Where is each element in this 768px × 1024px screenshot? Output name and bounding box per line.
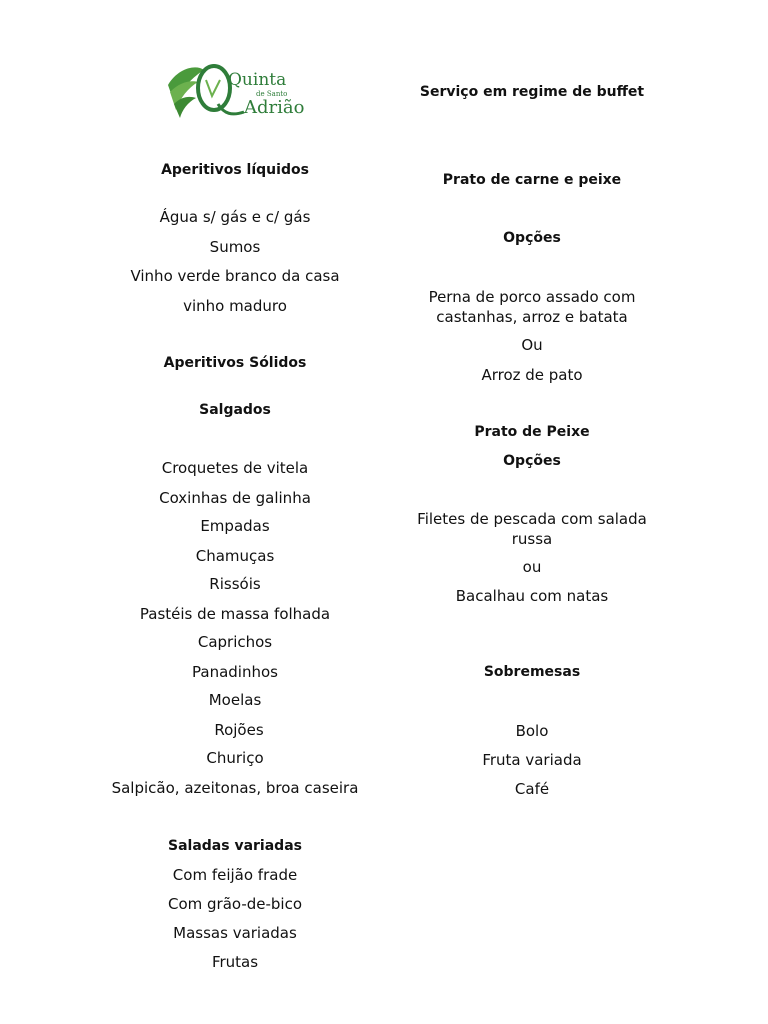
menu-item: Pastéis de massa folhada — [139, 605, 331, 623]
menu-item: Massas variadas — [173, 924, 297, 942]
heading-solid-appetizers: Aperitivos Sólidos — [163, 355, 307, 371]
menu-item: Salpicão, azeitonas, broa caseira — [111, 779, 359, 797]
menu-item: Churiço — [206, 749, 264, 767]
logo-name-line3: Adrião — [244, 97, 305, 118]
menu-item: Água s/ gás e c/ gás — [159, 208, 311, 226]
menu-item: Perna de porco assado com castanhas, arroz e batata — [428, 288, 636, 326]
heading-liquid-appetizers: Aperitivos líquidos — [161, 162, 309, 178]
menu-item: Café — [514, 780, 550, 798]
heading-salgados: Salgados — [199, 402, 271, 418]
logo-name-line2: de Santo — [256, 90, 288, 98]
menu-item: Caprichos — [197, 633, 273, 651]
heading-fish: Prato de Peixe — [474, 424, 590, 440]
menu-item: Chamuças — [195, 547, 275, 565]
heading-desserts: Sobremesas — [483, 664, 581, 680]
menu-item-or: Ou — [521, 336, 543, 354]
menu-item: Coxinhas de galinha — [159, 489, 311, 507]
menu-item: Frutas — [211, 953, 259, 971]
logo-name-line1: Quinta — [228, 70, 287, 90]
heading-meat-fish: Prato de carne e peixe — [442, 172, 622, 188]
heading-salads: Saladas variadas — [168, 838, 302, 854]
menu-item: Bolo — [515, 722, 549, 740]
menu-item: Bacalhau com natas — [455, 587, 609, 605]
menu-item: Arroz de pato — [481, 366, 583, 384]
menu-item: Rojões — [214, 721, 264, 739]
leaf-q-logo-icon — [160, 30, 326, 150]
menu-item: Vinho verde branco da casa — [130, 267, 340, 285]
heading-options: Opções — [503, 230, 561, 246]
menu-item: Empadas — [200, 517, 270, 535]
menu-item: Fruta variada — [482, 751, 582, 769]
menu-item: Panadinhos — [192, 663, 278, 681]
menu-item: Rissóis — [209, 575, 261, 593]
menu-item: vinho maduro — [183, 297, 287, 315]
menu-item: Sumos — [209, 238, 261, 256]
menu-item: Moelas — [208, 691, 262, 709]
menu-item: Com feijão frade — [172, 866, 298, 884]
menu-item: Com grão-de-bico — [167, 895, 303, 913]
menu-item: Croquetes de vitela — [161, 459, 309, 477]
service-title: Serviço em regime de buffet — [419, 84, 645, 100]
logo — [160, 30, 326, 150]
menu-item: Filetes de pescada com salada russa — [417, 510, 647, 548]
menu-item-or: ou — [522, 558, 542, 576]
heading-options: Opções — [503, 453, 561, 469]
